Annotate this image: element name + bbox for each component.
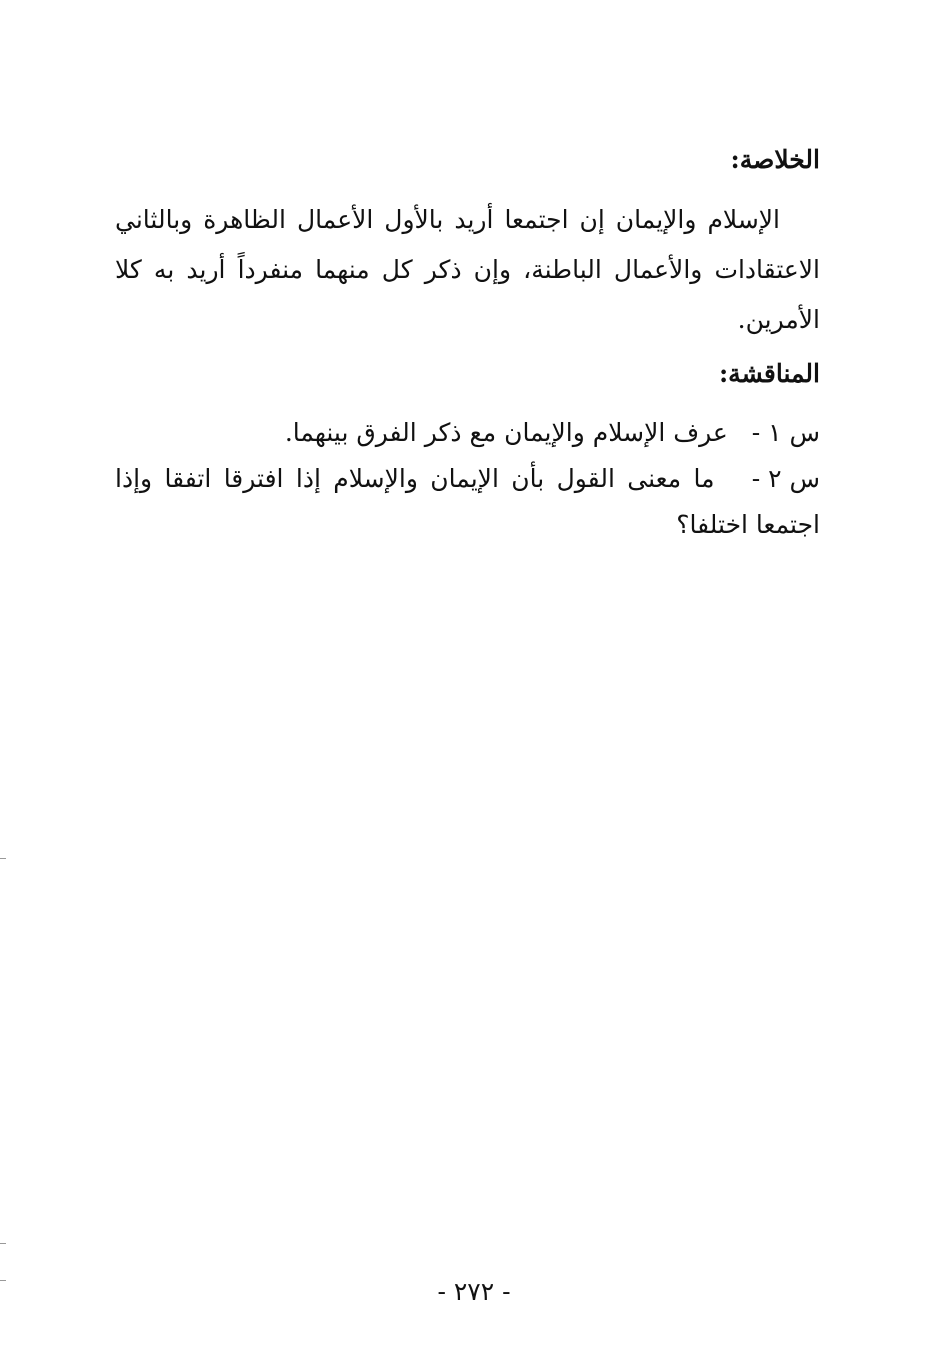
summary-heading: الخلاصة: bbox=[730, 145, 820, 174]
question-item bbox=[115, 456, 820, 548]
summary-paragraph-text: الإسلام والإيمان إن اجتمعا أريد بالأول الأعمال الظاهرة وبالثاني الاعتقادات والأعمال الباطنة، وإن ذكر كل منهما منفرداً أريد به كلا الأمرين. bbox=[115, 205, 820, 334]
page-number: - ٢٧٢ - bbox=[437, 1277, 511, 1306]
question-text: ما معنى القول بأن الإيمان والإسلام إذا افترقا اتفقا وإذا اجتمعا اختلفا؟ bbox=[115, 464, 820, 539]
summary-paragraph bbox=[115, 195, 820, 345]
discussion-heading: المناقشة: bbox=[718, 359, 820, 388]
question-item bbox=[115, 410, 820, 456]
scan-margin-mark bbox=[0, 1243, 6, 1244]
scan-margin-mark bbox=[0, 858, 6, 859]
question-label: س ٢ - bbox=[751, 464, 820, 493]
question-label: س ١ - bbox=[751, 418, 820, 447]
scan-margin-mark bbox=[0, 1280, 6, 1281]
question-text: عرف الإسلام والإيمان مع ذكر الفرق بينهما. bbox=[284, 418, 728, 447]
